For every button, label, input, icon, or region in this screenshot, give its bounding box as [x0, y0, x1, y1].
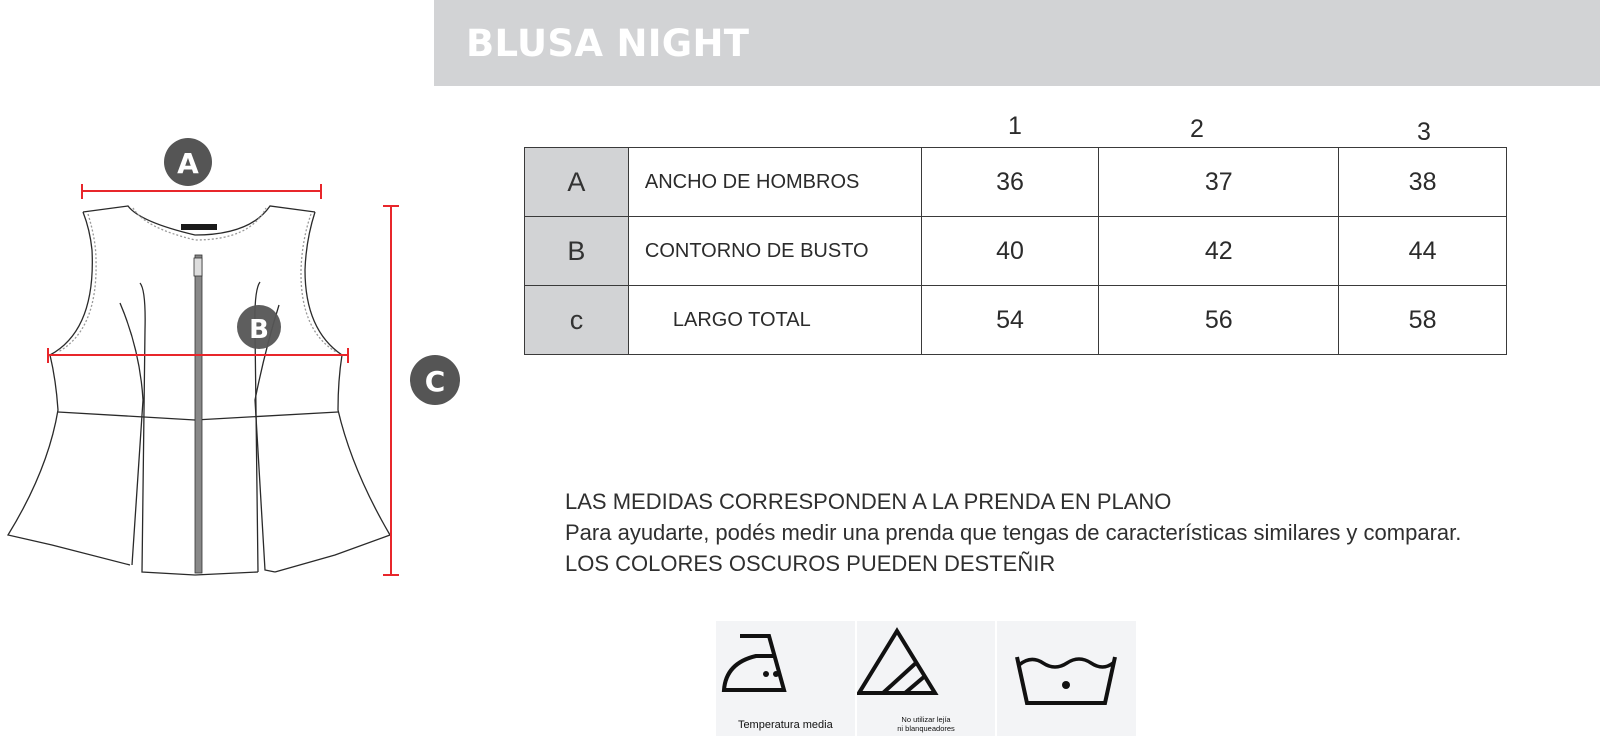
care-instructions [716, 621, 1136, 736]
row-code: c [525, 286, 629, 355]
no-bleach-icon [857, 621, 997, 716]
cell-value: 36 [921, 148, 1099, 217]
row-label: ANCHO DE HOMBROS [628, 148, 921, 217]
marker-a [164, 138, 212, 186]
note-compare: Para ayudarte, podés medir una prenda que tengas de características similares y comparar. [565, 520, 1462, 545]
zipper [194, 255, 202, 573]
table-row [525, 217, 1507, 286]
marker-b [237, 305, 281, 349]
product-title: BLUSA NIGHT [466, 22, 750, 65]
svg-text:A: A [177, 147, 199, 180]
cell-value: 38 [1339, 148, 1507, 217]
care-item-iron [716, 621, 855, 736]
care-item-bleach [857, 621, 996, 736]
care-label-iron: Temperatura media [737, 719, 833, 731]
cell-value: 54 [921, 286, 1099, 355]
cell-value: 56 [1099, 286, 1339, 355]
marker-c [410, 355, 460, 405]
care-label-bleach: No utilizar lejía ni blanqueadores [897, 715, 955, 733]
notes [565, 486, 1461, 579]
size-table [524, 147, 1507, 355]
note-flat-measure: LAS MEDIDAS CORRESPONDEN A LA PRENDA EN PLANO [565, 489, 1172, 514]
row-label: LARGO TOTAL [628, 286, 921, 355]
cell-value: 44 [1339, 217, 1507, 286]
care-item-wash [997, 621, 1136, 736]
cell-value: 58 [1339, 286, 1507, 355]
svg-text:C: C [424, 365, 446, 398]
cell-value: 42 [1099, 217, 1339, 286]
row-label: CONTORNO DE BUSTO [628, 217, 921, 286]
row-code: A [525, 148, 629, 217]
wash-30-icon [997, 621, 1137, 716]
table-row [525, 148, 1507, 217]
cell-value: 40 [921, 217, 1099, 286]
table-row [525, 286, 1507, 355]
iron-medium-temperature-icon [716, 621, 856, 716]
svg-text:B: B [249, 315, 269, 345]
size-header-3: 3 [1417, 118, 1431, 146]
size-header-1: 1 [1008, 112, 1022, 140]
note-dark-colors: LOS COLORES OSCUROS PUEDEN DESTEÑIR [565, 551, 1056, 576]
row-code: B [525, 217, 629, 286]
garment-diagram [0, 120, 470, 580]
size-header-2: 2 [1190, 115, 1204, 143]
cell-value: 37 [1099, 148, 1339, 217]
measurement-lines [48, 184, 399, 575]
title-bar [434, 0, 1600, 86]
